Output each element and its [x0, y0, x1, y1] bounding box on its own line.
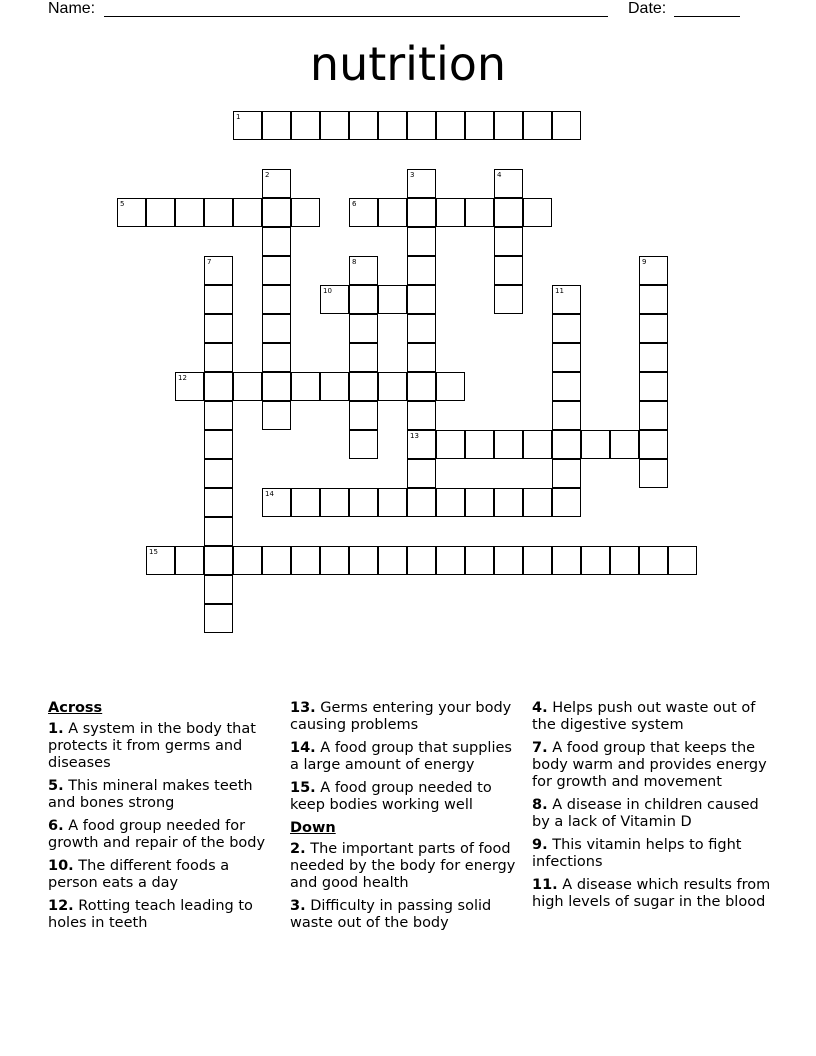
crossword-cell[interactable]	[639, 314, 668, 343]
crossword-cell[interactable]	[262, 314, 291, 343]
name-label: Name:	[48, 0, 96, 17]
crossword-cell[interactable]	[204, 198, 233, 227]
crossword-cell[interactable]	[349, 343, 378, 372]
clue-number: 2.	[290, 841, 306, 857]
clue-across-15	[290, 780, 522, 814]
crossword-cell[interactable]	[291, 111, 320, 140]
clue-text: A food group needed to keep bodies working well	[290, 780, 492, 813]
clue-across-14	[290, 740, 522, 774]
clue-text: A food group that supplies a large amount of energy	[290, 740, 512, 773]
crossword-cell[interactable]	[610, 430, 639, 459]
crossword-cell[interactable]	[349, 256, 378, 285]
crossword-cell[interactable]	[407, 256, 436, 285]
crossword-cell[interactable]	[494, 285, 523, 314]
crossword-cell[interactable]	[262, 227, 291, 256]
crossword-cell[interactable]	[639, 343, 668, 372]
crossword-cell[interactable]	[262, 343, 291, 372]
crossword-cell[interactable]	[262, 169, 291, 198]
cell-number: 2	[265, 171, 270, 179]
crossword-cell[interactable]	[552, 372, 581, 401]
crossword-cell[interactable]	[581, 430, 610, 459]
crossword-cell[interactable]	[639, 285, 668, 314]
crossword-cell[interactable]	[349, 546, 378, 575]
crossword-cell[interactable]	[407, 343, 436, 372]
cell-number: 1	[236, 113, 241, 121]
cell-number: 11	[555, 287, 564, 295]
crossword-cell[interactable]	[204, 314, 233, 343]
crossword-cell[interactable]	[349, 430, 378, 459]
crossword-cell[interactable]	[291, 546, 320, 575]
crossword-cell[interactable]	[204, 430, 233, 459]
crossword-cell[interactable]	[523, 111, 552, 140]
crossword-cell[interactable]	[494, 227, 523, 256]
crossword-cell[interactable]	[552, 546, 581, 575]
crossword-cell[interactable]	[407, 169, 436, 198]
crossword-cell[interactable]	[494, 169, 523, 198]
cell-number: 8	[352, 258, 357, 266]
clue-across-6	[48, 818, 276, 852]
crossword-cell[interactable]	[320, 285, 349, 314]
crossword-cell[interactable]	[349, 401, 378, 430]
crossword-cell[interactable]	[378, 111, 407, 140]
crossword-cell[interactable]	[407, 401, 436, 430]
crossword-cell[interactable]	[668, 546, 697, 575]
clue-text: Germs entering your body causing problems	[290, 700, 512, 733]
clue-across-1	[48, 721, 276, 772]
down-heading: Down	[290, 820, 336, 836]
clue-number: 8.	[532, 797, 548, 813]
clue-number: 3.	[290, 898, 306, 914]
crossword-cell[interactable]	[407, 430, 436, 459]
crossword-cell[interactable]	[378, 198, 407, 227]
crossword-cell[interactable]	[349, 111, 378, 140]
crossword-cell[interactable]	[262, 488, 291, 517]
clue-text: A disease in children caused by a lack of Vitamin D	[532, 797, 759, 830]
crossword-cell[interactable]	[291, 488, 320, 517]
crossword-cell[interactable]	[610, 546, 639, 575]
clue-text: The important parts of food needed by the body for energy and good health	[290, 841, 516, 891]
clue-text: Helps push out waste out of the digestive system	[532, 700, 756, 733]
crossword-cell[interactable]	[407, 227, 436, 256]
crossword-cell[interactable]	[552, 111, 581, 140]
crossword-cell[interactable]	[494, 546, 523, 575]
crossword-cell[interactable]	[262, 285, 291, 314]
crossword-cell[interactable]	[378, 488, 407, 517]
cell-number: 3	[410, 171, 415, 179]
clue-text: The different foods a person eats a day	[48, 858, 230, 891]
crossword-cell[interactable]	[378, 546, 407, 575]
crossword-cell[interactable]	[465, 488, 494, 517]
crossword-cell[interactable]	[320, 488, 349, 517]
crossword-cell[interactable]	[291, 198, 320, 227]
crossword-cell[interactable]	[552, 459, 581, 488]
crossword-cell[interactable]	[407, 372, 436, 401]
crossword-cell[interactable]	[465, 111, 494, 140]
crossword-cell[interactable]	[175, 546, 204, 575]
clue-number: 4.	[532, 700, 548, 716]
clue-text: Rotting teach leading to holes in teeth	[48, 898, 253, 931]
date-label: Date:	[628, 0, 667, 17]
clue-number: 15.	[290, 780, 316, 796]
crossword-cell[interactable]	[204, 488, 233, 517]
clues-column-1	[48, 700, 276, 938]
across-heading: Across	[48, 700, 103, 716]
crossword-cell[interactable]	[494, 198, 523, 227]
cell-number: 15	[149, 548, 158, 556]
crossword-cell[interactable]	[204, 575, 233, 604]
clue-down-7	[532, 740, 772, 791]
clue-text: A disease which results from high levels of sugar in the blood	[532, 877, 771, 910]
crossword-cell[interactable]	[639, 256, 668, 285]
crossword-cell[interactable]	[204, 256, 233, 285]
cell-number: 6	[352, 200, 357, 208]
crossword-cell[interactable]	[552, 430, 581, 459]
clue-across-5	[48, 778, 276, 812]
crossword-cell[interactable]	[436, 111, 465, 140]
crossword-cell[interactable]	[349, 314, 378, 343]
crossword-cell[interactable]	[204, 372, 233, 401]
clue-down-9	[532, 837, 772, 871]
crossword-cell[interactable]	[349, 372, 378, 401]
crossword-cell[interactable]	[262, 372, 291, 401]
crossword-cell[interactable]	[552, 401, 581, 430]
crossword-cell[interactable]	[146, 198, 175, 227]
crossword-cell[interactable]	[175, 372, 204, 401]
crossword-cell[interactable]	[204, 459, 233, 488]
clues-column-2	[290, 700, 522, 938]
cell-number: 14	[265, 490, 274, 498]
crossword-cell[interactable]	[523, 488, 552, 517]
crossword-cell[interactable]	[436, 546, 465, 575]
crossword-cell[interactable]	[204, 285, 233, 314]
crossword-cell[interactable]	[523, 198, 552, 227]
crossword-cell[interactable]	[407, 198, 436, 227]
clue-number: 7.	[532, 740, 548, 756]
clue-number: 13.	[290, 700, 316, 716]
crossword-cell[interactable]	[378, 285, 407, 314]
crossword-cell[interactable]	[262, 111, 291, 140]
clue-across-13	[290, 700, 522, 734]
crossword-cell[interactable]	[581, 546, 610, 575]
clue-down-2	[290, 841, 522, 892]
crossword-cell[interactable]	[262, 546, 291, 575]
crossword-cell[interactable]	[407, 111, 436, 140]
crossword-cell[interactable]	[262, 256, 291, 285]
crossword-cell[interactable]	[204, 401, 233, 430]
cell-number: 4	[497, 171, 502, 179]
clue-number: 9.	[532, 837, 548, 853]
crossword-cell[interactable]	[436, 198, 465, 227]
clue-number: 14.	[290, 740, 316, 756]
crossword-cell[interactable]	[639, 372, 668, 401]
crossword-cell[interactable]	[436, 488, 465, 517]
cell-number: 10	[323, 287, 332, 295]
crossword-cell[interactable]	[262, 198, 291, 227]
clue-number: 6.	[48, 818, 64, 834]
crossword-cell[interactable]	[262, 401, 291, 430]
crossword-cell[interactable]	[523, 430, 552, 459]
crossword-cell[interactable]	[407, 314, 436, 343]
crossword-cell[interactable]	[204, 604, 233, 633]
crossword-cell[interactable]	[233, 198, 262, 227]
crossword-cell[interactable]	[407, 285, 436, 314]
crossword-cell[interactable]	[320, 111, 349, 140]
clue-text: A food group needed for growth and repair of the body	[48, 818, 266, 851]
crossword-cell[interactable]	[465, 198, 494, 227]
crossword-cell[interactable]	[349, 488, 378, 517]
crossword-cell[interactable]	[320, 546, 349, 575]
crossword-cell[interactable]	[204, 546, 233, 575]
clue-number: 11.	[532, 877, 558, 893]
crossword-cell[interactable]	[204, 517, 233, 546]
cell-number: 13	[410, 432, 419, 440]
crossword-cell[interactable]	[436, 430, 465, 459]
clue-across-10	[48, 858, 276, 892]
clue-down-3	[290, 898, 522, 932]
crossword-cell[interactable]	[639, 546, 668, 575]
crossword-cell[interactable]	[349, 198, 378, 227]
crossword-cell[interactable]	[436, 372, 465, 401]
crossword-cell[interactable]	[552, 343, 581, 372]
crossword-cell[interactable]	[639, 430, 668, 459]
crossword-cell[interactable]	[175, 198, 204, 227]
crossword-cell[interactable]	[291, 372, 320, 401]
crossword-cell[interactable]	[494, 111, 523, 140]
clue-text: Difficulty in passing solid waste out of the body	[290, 898, 492, 931]
clue-number: 1.	[48, 721, 64, 737]
crossword-cell[interactable]	[233, 111, 262, 140]
crossword-cell[interactable]	[639, 401, 668, 430]
crossword-cell[interactable]	[117, 198, 146, 227]
crossword-cell[interactable]	[320, 372, 349, 401]
crossword-cell[interactable]	[349, 285, 378, 314]
clue-text: A food group that keeps the body warm and provides energy for growth and movement	[532, 740, 767, 790]
clue-number: 10.	[48, 858, 74, 874]
crossword-cell[interactable]	[378, 372, 407, 401]
crossword-cell[interactable]	[523, 546, 552, 575]
cell-number: 9	[642, 258, 647, 266]
crossword-cell[interactable]	[233, 372, 262, 401]
clue-down-4	[532, 700, 772, 734]
crossword-cell[interactable]	[465, 430, 494, 459]
crossword-cell[interactable]	[465, 546, 494, 575]
clue-down-8	[532, 797, 772, 831]
crossword-cell[interactable]	[494, 488, 523, 517]
clue-text: A system in the body that protects it from germs and diseases	[48, 721, 256, 771]
crossword-cell[interactable]	[552, 488, 581, 517]
cell-number: 7	[207, 258, 212, 266]
cell-number: 12	[178, 374, 187, 382]
clue-down-11	[532, 877, 772, 911]
clue-number: 12.	[48, 898, 74, 914]
crossword-cell[interactable]	[407, 488, 436, 517]
crossword-cell[interactable]	[204, 343, 233, 372]
cell-number: 5	[120, 200, 125, 208]
crossword-cell[interactable]	[407, 459, 436, 488]
crossword-cell[interactable]	[407, 546, 436, 575]
crossword-cell[interactable]	[494, 256, 523, 285]
crossword-cell[interactable]	[552, 285, 581, 314]
clue-across-12	[48, 898, 276, 932]
clue-text: This mineral makes teeth and bones strong	[48, 778, 253, 811]
crossword-cell[interactable]	[494, 430, 523, 459]
clues-column-3	[532, 700, 772, 917]
crossword-cell[interactable]	[146, 546, 175, 575]
page-title: nutrition	[309, 37, 507, 91]
crossword-cell[interactable]	[639, 459, 668, 488]
clue-number: 5.	[48, 778, 64, 794]
crossword-cell[interactable]	[233, 546, 262, 575]
clue-text: This vitamin helps to fight infections	[532, 837, 742, 870]
crossword-cell[interactable]	[552, 314, 581, 343]
